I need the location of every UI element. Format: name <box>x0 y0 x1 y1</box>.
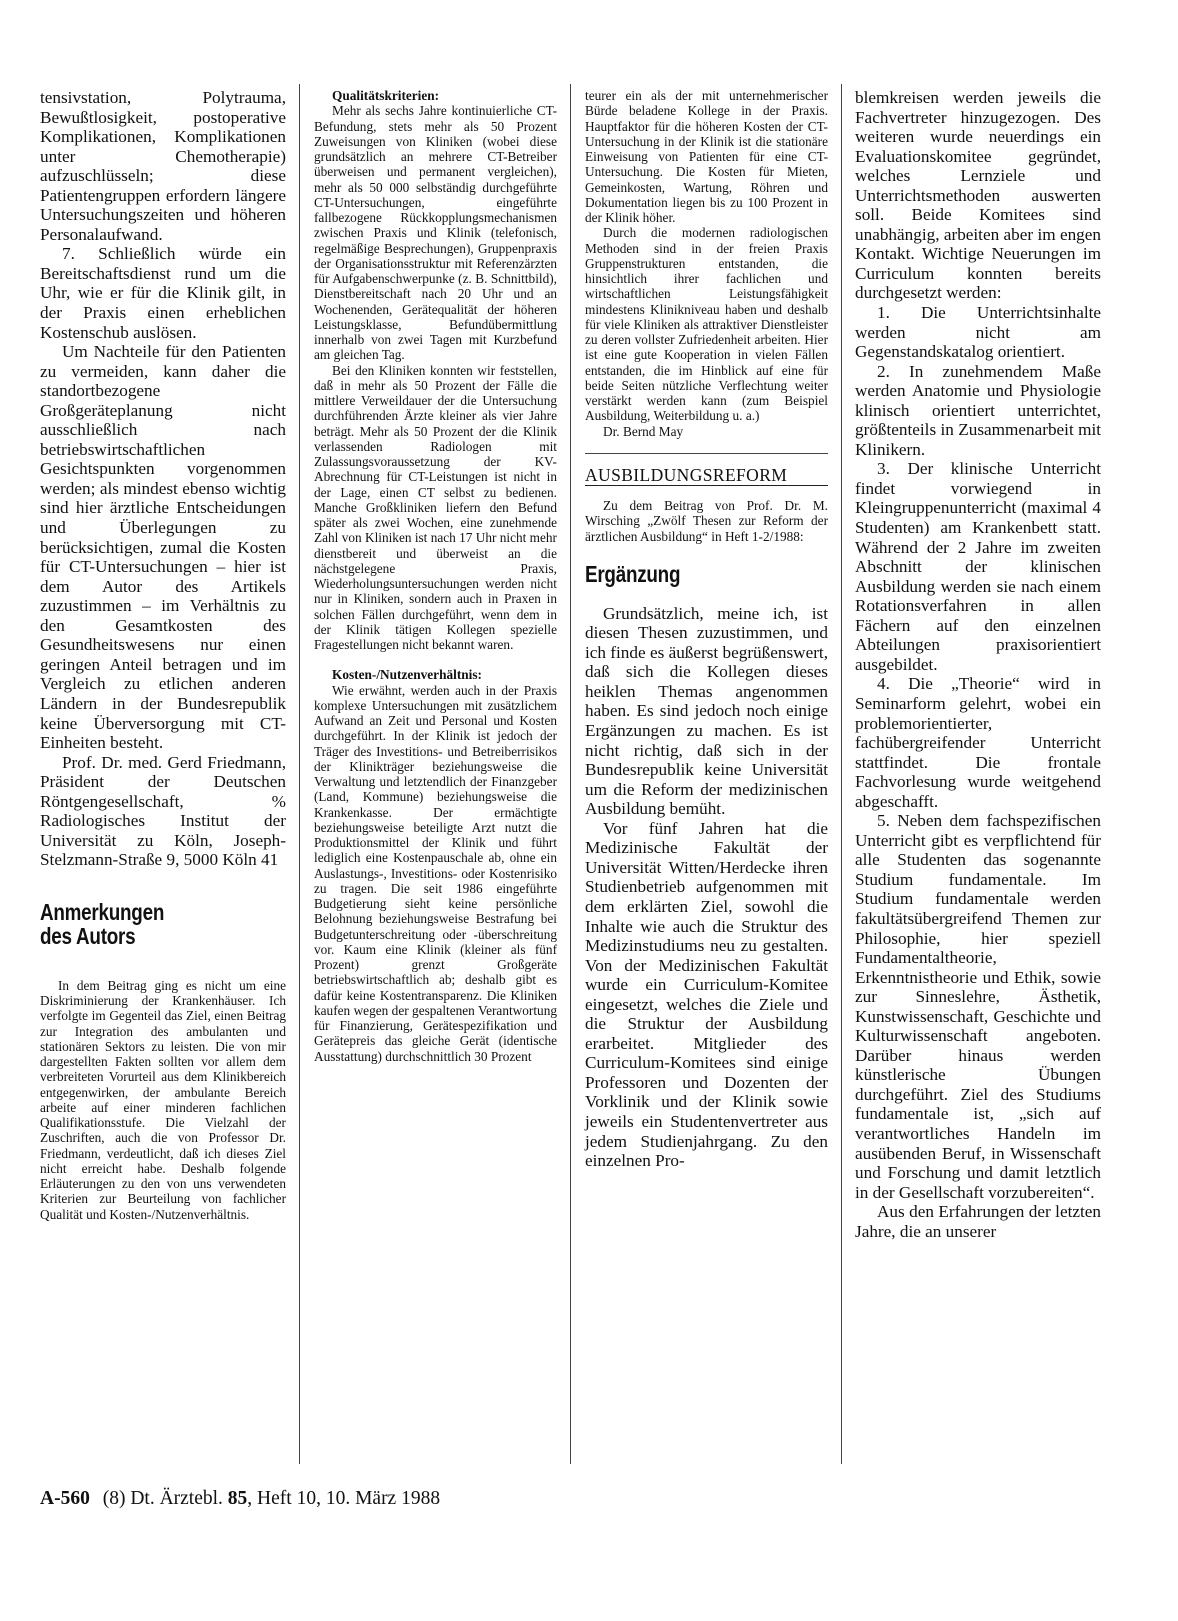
paragraph: Wie erwähnt, werden auch in der Praxis komplexe Untersuchungen mit zusätzlichem Aufwand an Zeit und Personal und Kosten durchgeführt. In der Klinik ist jedoch der Träger des Investitions- und Betreiberrisikos der Klinikträger beziehungsweise die Verwaltung und letztendlich der Finanzgeber (Land, Kommune) beziehungsweise die Krankenkasse. Der ermächtigte beziehungsweise beteiligte Arzt nutzt die Produktionsmittel der Klinik und führt lediglich eine Kostenpauschale ab, ohne ein Auslastungs-, Investitions- oder Kostenrisiko zu tragen. Die seit 1986 eingeführte Budgetierung sieht keine persönliche Belohnung beziehungsweise Bestrafung bei Budgetunterschreitung oder -überschreitung vor. Kaum eine Klinik (kleiner als fünf Prozent) grenzt Großgeräte betriebswirtschaftlich ab; deshalb gibt es dafür keine Kostentransparenz. Die Kliniken kaufen wegen der gespaltenen Verantwortung für Finanzierung, Gerätespezifikation und Gerätepreis das gleiche Gerät (identische Ausstattung) durchschnittlich 30 Prozent <box>314 682 557 1064</box>
author-signature: Dr. Bernd May <box>603 423 684 439</box>
paragraph: Grundsätzlich, meine ich, ist diesen Thesen zuzustimmen, und ich finde es äußerst begrüßenswert, daß sich die Kollegen dieses heiklen Themas angenommen haben. Es sind jedoch noch einige Ergänzungen zu machen. Es ist nicht richtig, daß sich in der Bundesrepublik keine Universität um die Reform der medizinischen Ausbildung bemüht. <box>585 603 828 819</box>
column-4 <box>855 88 1101 1241</box>
article-headline: Anmerkungen des Autors <box>40 898 165 949</box>
list-item: 2. In zunehmendem Maße werden Anatomie und Physiologie klinisch orientiert unterrichtet, größtenteils in Zusammenarbeit mit Klinikern. <box>855 361 1101 459</box>
section-divider <box>585 453 828 454</box>
paragraph: blemkreisen werden jeweils die Fachvertreter hinzugezogen. Des weiteren wurde neuerdings ein Evaluationskomitee gegründet, welches Lernziele und Unterrichtsmethoden auswerten soll. Beide Komitees sind unabhängig, arbeiten aber im engen Kontakt. Wichtige Neuerungen im Curriculum konnten bereits durchgesetzt werden: <box>855 88 1101 303</box>
paragraph: Durch die modernen radiologischen Methoden sind in der freien Praxis Gruppenstrukturen entstanden, die hinsichtlich ihrer fachlichen und wirtschaftlichen Leistungsfähigkeit mindestens Klinikniveau haben und deshalb für viele Kliniken als attraktiver Dienstleister zu deren vollster Zufriedenheit arbeiten. Hier ist eine gute Kooperation in vielen Fällen entstanden, die im Hinblick auf eine für beide Seiten nützliche Verflechtung weiter verstärkt werden kann (zum Beispiel Ausbildung, Weiterbildung u. a.) <box>585 225 828 424</box>
column-2 <box>314 88 557 1064</box>
paragraph: tensivstation, Polytrauma, Bewußtlosigkeit, postoperative Komplikationen, Komplikationen unter Chemotherapie) aufzuschlüsseln; diese Patientengruppen erfordern längere Untersuchungszeiten und höheren Personalaufwand. <box>40 88 286 244</box>
author-signature: Prof. Dr. med. Gerd Friedmann, Präsident der Deutschen Röntgengesellschaft, % Radiologisches Institut der Universität zu Köln, Joseph-Stelzmann-Straße 9, 5000 Köln 41 <box>40 752 286 870</box>
paragraph: teurer ein als der mit unternehmerischer Bürde beladene Kollege in der Praxis. Hauptfaktor für die höheren Kosten der CT-Untersuchung in der Klinik ist die stationäre Einweisung von Patienten für eine CT-Untersuchung. Die Kosten für Mieten, Gemeinkosten, Wartung, Röhren und Dokumentation liegen bis zu 100 Prozent in der Klinik höher. <box>585 88 828 225</box>
subheading-cost-benefit: Kosten-/Nutzenverhältnis: <box>332 667 482 683</box>
column-divider <box>299 84 300 1464</box>
paragraph: Bei den Kliniken konnten wir feststellen, daß in mehr als 50 Prozent der Fälle die mittlere Verweildauer der die Untersuchung durchführenden Ärzte kleiner als vier Jahre beträgt. Mehr als 50 Prozent der die Klinik verlassenden Radiologen mit Zulassungsvoraussetzung der KV-Abrechnung für CT-Leistungen ist nicht in der Lage, einen CT selbst zu bedienen. Manche Großkliniken liefern den Befund später als zwei Wochen, eine zunehmende Zahl von Kliniken ist nach 17 Uhr nicht mehr dienstbereit und überweist an die nächstgelegene Praxis, Wiederholungsuntersuchungen werden nicht nur in Kliniken, sondern auch in Praxen in solchen Fällen durchgeführt, wenn dem in der Klinik tätigen Kollegen spezielle Fragestellungen nicht bekannt waren. <box>314 362 557 652</box>
paragraph: Aus den Erfahrungen der letzten Jahre, die an unserer <box>855 1202 1101 1241</box>
list-item: 5. Neben dem fachspezifischen Unterricht gibt es verpflichtend für alle Studenten das sogenannte Studium fundamentale. Im Studium fundamentale werden fakultätsübergreifend Themen zur Philosophie, hier speziell Fundamentaltheorie, Erkenntnistheorie und Ethik, sowie zur Sinneslehre, Ästhetik, Kunstwissenschaft, Geschichte und Kulturwissenschaft angeboten. Darüber hinaus werden künstlerische Übungen durchgeführt. Ziel des Studiums fundamentale ist, „sich auf verantwortliches Handeln im ausübenden Beruf, in Wissenschaft und Forschung und damit letztlich in der Gesellschaft vorzubereiten“. <box>855 811 1101 1202</box>
list-item: 4. Die „Theorie“ wird in Seminarform gelehrt, wobei ein problemorientierter, fachübergreifender Unterricht stattfindet. Die frontale Fachvorlesung wurde weitgehend abgeschafft. <box>855 674 1101 811</box>
subheading-quality: Qualitätskriterien: <box>332 88 440 103</box>
paragraph: 7. Schließlich würde ein Bereitschaftsdienst rund um die Uhr, wie er für die Klinik gilt, in der Praxis einen erheblichen Kostenschub auslösen. <box>40 244 286 342</box>
column-3 <box>585 88 828 1171</box>
column-1 <box>40 88 286 1222</box>
list-item: 1. Die Unterrichtsinhalte werden nicht am Gegenstandskatalog orientiert. <box>855 303 1101 362</box>
reference-intro: Zu dem Beitrag von Prof. Dr. M. Wirsching „Zwölf Thesen zur Reform der ärztlichen Ausbildung“ in Heft 1-2/1988: <box>585 498 828 544</box>
list-item: 3. Der klinische Unterricht findet vorwiegend in Kleingruppenunterricht (maximal 4 Studenten) am Krankenbett statt. Während der 2 Jahre im zweiten Abschnitt der klinischen Ausbildung werden sie nach einem Rotationsverfahren in allen Fächern auf den einzelnen Abteilungen praxisorientiert ausgebildet. <box>855 459 1101 674</box>
author-note <box>40 978 286 1222</box>
column-divider <box>841 84 842 1464</box>
journal-name: (8) Dt. Ärztebl. <box>102 1488 228 1509</box>
page-number: A-560 <box>40 1488 90 1509</box>
issue-date: , Heft 10, 10. März 1988 <box>247 1488 441 1509</box>
section-label: AUSBILDUNGSREFORM <box>585 468 828 486</box>
article-headline: Ergänzung <box>585 560 681 587</box>
paragraph: In dem Beitrag ging es nicht um eine Diskriminierung der Krankenhäuser. Ich verfolgte im Gegenteil das Ziel, einen Beitrag zur Integration des ambulanten und stationären Sektors zu leisten. Die von mir dargestellten Fakten sollten vor allem dem verbreiteten Vorurteil aus dem Klinikbereich entgegenwirken, der ambulante Bereich arbeite auf einer minderen fachlichen Qualifikationsstufe. Die Vielzahl der Zuschriften, auch die von Professor Dr. Friedmann, verdeutlicht, daß ich dieses Ziel nicht erreicht habe. Deshalb folgende Erläuterungen zu den von uns verwendeten Kriterien zur Beurteilung von fachlicher Qualität und Kosten-/Nutzenverhältnis. <box>40 977 286 1222</box>
page-footer <box>40 1488 440 1510</box>
paragraph: Mehr als sechs Jahre kontinuierliche CT-Befundung, stets mehr als 50 Prozent Zuweisungen von Kliniken (wobei diese grundsätzlich an mehrere CT-Betreiber überweisen und permanent vergleichen), mehr als 50 000 selbständig durchgeführte CT-Untersuchungen, eingeführte fallbezogene Rückkopplungsmechanismen zwischen Praxis und Klinik (telefonisch, regelmäßige Besprechungen), Gruppenpraxis der Organisationsstruktur mit Referenzärzten für Aufgabenschwerpunke (z. B. Schnittbild), Dienstbereitschaft nach 20 Uhr und an Wochenenden, Gerätequalität der höheren Leistungsklasse, Befundübermittlung innerhalb von zwei Tagen mit Kurzbefund am gleichen Tag. <box>314 103 557 363</box>
paragraph: Vor fünf Jahren hat die Medizinische Fakultät der Universität Witten/Herdecke ihren Studienbetrieb aufgenommen mit dem erklärten Ziel, sowohl die Inhalte wie auch die Struktur des Medizinstudiums neu zu gestalten. Von der Medizinischen Fakultät wurde ein Curriculum-Komitee eingesetzt, welches die Ziele und die Struktur der Ausbildung erarbeitet. Mitglieder des Curriculum-Komitees sind einige Professoren und Dozenten der Vorklinik und der Klinik sowie jeweils ein Studentenvertreter aus jedem Studienjahrgang. Zu den einzelnen Pro- <box>585 818 828 1171</box>
column-divider <box>570 84 571 1464</box>
article-body <box>585 604 828 1171</box>
paragraph: Um Nachteile für den Patienten zu vermeiden, kann daher die standortbezogene Großgeräteplanung nicht ausschließlich nach betriebswirtschaftlichen Gesichtspunkten vorgenommen werden; als mindest ebenso wichtig sind hier ärztliche Entscheidungen und Überlegungen zu berücksichtigen, zumal die Kosten für CT-Untersuchungen – hier ist dem Autor des Artikels zuzustimmen – im Verhältnis zu den Gesamtkosten des Gesundheitswesens nur einen geringen Anteil betragen und im Vergleich zu etlichen anderen Ländern in der Bundesrepublik keine Überversorgung mit CT-Einheiten besteht. <box>40 342 286 753</box>
volume-number: 85 <box>227 1488 248 1509</box>
